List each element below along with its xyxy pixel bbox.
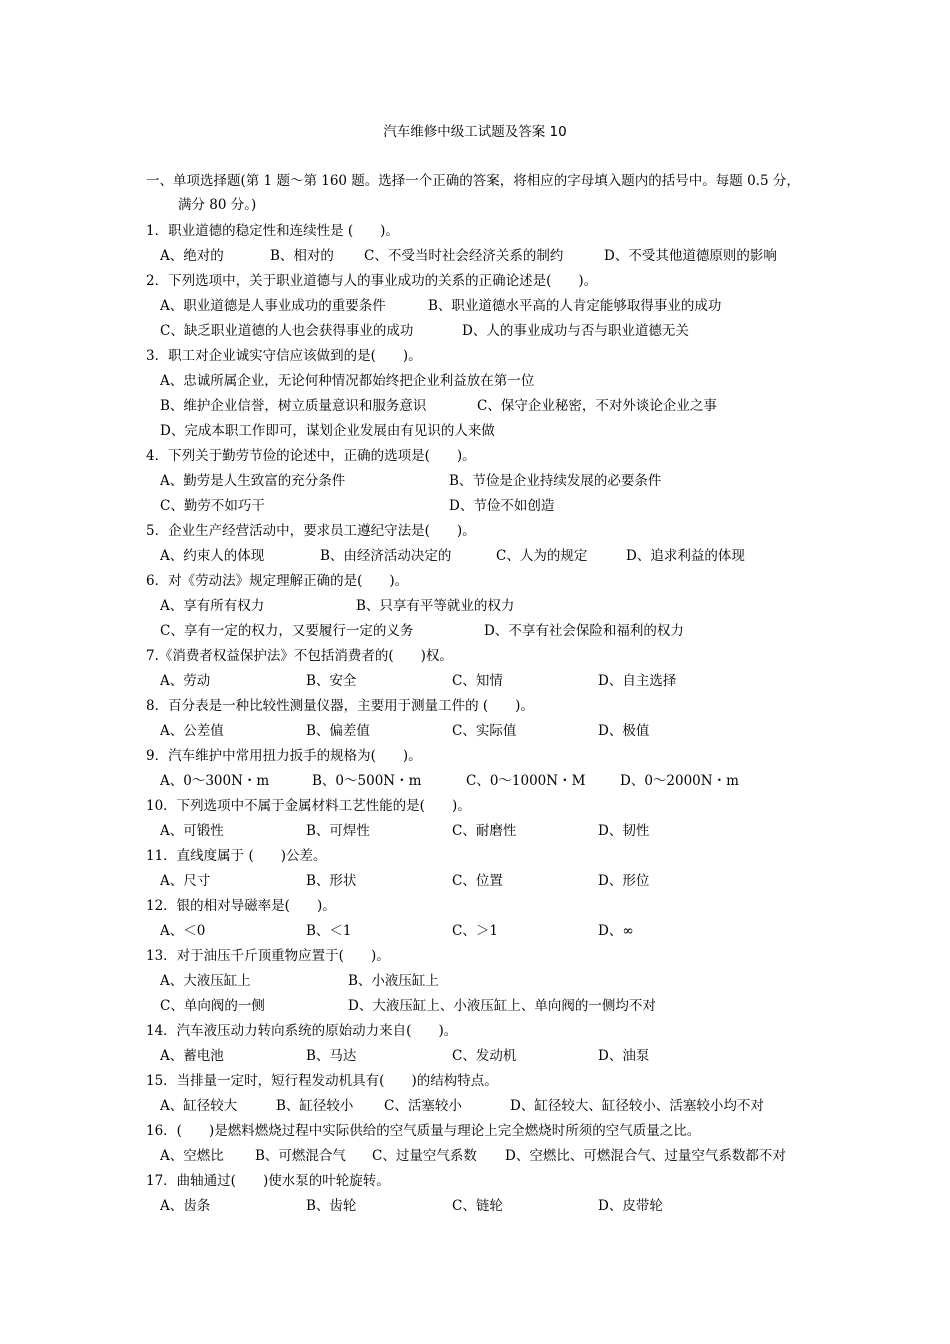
option-row (0, 370, 950, 392)
option-row (0, 295, 950, 317)
option-row (0, 820, 950, 842)
answer-option: C、知情 (452, 673, 503, 689)
question-stem: 3．职工对企业诚实守信应该做到的是( )。 (146, 348, 422, 364)
answer-option: B、可焊性 (306, 823, 370, 839)
answer-option: B、形状 (306, 873, 357, 889)
answer-option: D、大液压缸上、小液压缸上、单向阀的一侧均不对 (348, 998, 656, 1014)
answer-option: A、劳动 (160, 673, 211, 689)
option-row (0, 1145, 950, 1167)
option-row (0, 770, 950, 792)
answer-option: A、公差值 (160, 723, 224, 739)
option-row (0, 620, 950, 642)
answer-option: B、齿轮 (306, 1198, 357, 1214)
answer-option: C、单向阀的一侧 (160, 998, 265, 1014)
answer-option: D、油泵 (598, 1048, 650, 1064)
section-instruction-line-1: 一、单项选择题(第 1 题～第 160 题。选择一个正确的答案，将相应的字母填入题内的括号中。每题 0.5 分， (146, 173, 800, 189)
option-row (0, 470, 950, 492)
answer-option: C、活塞较小 (384, 1098, 462, 1114)
answer-option: C、人为的规定 (496, 548, 588, 564)
option-row (0, 670, 950, 692)
option-row (0, 870, 950, 892)
answer-option: B、由经济活动决定的 (320, 548, 452, 564)
document-title: 汽车维修中级工试题及答案 10 (383, 124, 567, 140)
answer-option: B、维护企业信誉，树立质量意识和服务意识 (160, 398, 427, 414)
answer-option: D、追求利益的体现 (626, 548, 745, 564)
answer-option: C、过量空气系数 (372, 1148, 477, 1164)
question-stem: 14．汽车液压动力转向系统的原始动力来自( )。 (146, 1023, 458, 1039)
answer-option: D、形位 (598, 873, 650, 889)
answer-option: A、蓄电池 (160, 1048, 224, 1064)
answer-option: A、大液压缸上 (160, 973, 251, 989)
answer-option: A、空燃比 (160, 1148, 224, 1164)
answer-option: B、偏差值 (306, 723, 370, 739)
answer-option: B、职业道德水平高的人肯定能够取得事业的成功 (428, 298, 722, 314)
option-row (0, 1045, 950, 1067)
section-instruction-line-2: 满分 80 分。) (178, 197, 257, 213)
answer-option: C、耐磨性 (452, 823, 517, 839)
question-stem: 8．百分表是一种比较性测量仪器，主要用于测量工件的 ( )。 (146, 698, 534, 714)
option-row (0, 920, 950, 942)
question-stem: 4．下列关于勤劳节俭的论述中，正确的选项是( )。 (146, 448, 476, 464)
answer-option: B、马达 (306, 1048, 357, 1064)
answer-option: A、0～300N・m (160, 773, 270, 789)
question-stem: 1．职业道德的稳定性和连续性是 ( )。 (146, 223, 399, 239)
option-row (0, 1095, 950, 1117)
question-stem: 13．对于油压千斤顶重物应置于( )。 (146, 948, 390, 964)
answer-option: D、完成本职工作即可，谋划企业发展由有见识的人来做 (160, 423, 495, 439)
answer-option: A、享有所有权力 (160, 598, 265, 614)
question-stem: 17．曲轴通过( )使水泵的叶轮旋转。 (146, 1173, 390, 1189)
answer-option: B、相对的 (270, 248, 334, 264)
answer-option: C、链轮 (452, 1198, 503, 1214)
option-row (0, 545, 950, 567)
answer-option: C、勤劳不如巧干 (160, 498, 265, 514)
answer-option: A、尺寸 (160, 873, 211, 889)
answer-option: B、缸径较小 (276, 1098, 354, 1114)
answer-option: A、可锻性 (160, 823, 224, 839)
answer-option: B、＜1 (306, 923, 352, 939)
question-stem: 12．银的相对导磁率是( )。 (146, 898, 336, 914)
question-stem: 15．当排量一定时，短行程发动机具有( )的结构特点。 (146, 1073, 498, 1089)
answer-option: D、人的事业成功与否与职业道德无关 (462, 323, 689, 339)
answer-option: C、0～1000N・M (466, 773, 586, 789)
question-stem: 7.《消费者权益保护法》不包括消费者的( )权。 (146, 648, 453, 664)
answer-option: A、职业道德是人事业成功的重要条件 (160, 298, 386, 314)
question-stem: 10．下列选项中不属于金属材料工艺性能的是( )。 (146, 798, 471, 814)
option-row (0, 1195, 950, 1217)
question-stem: 2．下列选项中，关于职业道德与人的事业成功的关系的正确论述是( )。 (146, 273, 598, 289)
answer-option: C、位置 (452, 873, 503, 889)
option-row (0, 245, 950, 267)
option-row (0, 495, 950, 517)
answer-option: C、＞1 (452, 923, 498, 939)
answer-option: D、空燃比、可燃混合气、过量空气系数都不对 (505, 1148, 786, 1164)
question-stem: 5．企业生产经营活动中，要求员工遵纪守法是( )。 (146, 523, 476, 539)
answer-option: D、∞ (598, 923, 634, 939)
answer-option: D、韧性 (598, 823, 650, 839)
answer-option: C、缺乏职业道德的人也会获得事业的成功 (160, 323, 414, 339)
answer-option: C、保守企业秘密，不对外谈论企业之事 (477, 398, 717, 414)
answer-option: A、＜0 (160, 923, 206, 939)
question-stem: 9．汽车维护中常用扭力扳手的规格为( )。 (146, 748, 422, 764)
answer-option: D、不享有社会保险和福利的权力 (484, 623, 684, 639)
question-stem: 6．对《劳动法》规定理解正确的是( )。 (146, 573, 409, 589)
answer-option: A、勤劳是人生致富的充分条件 (160, 473, 346, 489)
option-row (0, 595, 950, 617)
answer-option: C、实际值 (452, 723, 517, 739)
question-stem: 11．直线度属于 ( )公差。 (146, 848, 327, 864)
answer-option: D、不受其他道德原则的影响 (604, 248, 777, 264)
answer-option: D、极值 (598, 723, 650, 739)
answer-option: D、皮带轮 (598, 1198, 663, 1214)
answer-option: D、节俭不如创造 (449, 498, 555, 514)
option-row (0, 420, 950, 442)
answer-option: B、安全 (306, 673, 357, 689)
answer-option: C、享有一定的权力，又要履行一定的义务 (160, 623, 414, 639)
answer-option: D、缸径较大、缸径较小、活塞较小均不对 (510, 1098, 764, 1114)
option-row (0, 395, 950, 417)
answer-option: D、0～2000N・m (620, 773, 739, 789)
answer-option: C、不受当时社会经济关系的制约 (364, 248, 564, 264)
answer-option: B、只享有平等就业的权力 (356, 598, 515, 614)
option-row (0, 995, 950, 1017)
answer-option: A、齿条 (160, 1198, 211, 1214)
answer-option: B、可燃混合气 (255, 1148, 346, 1164)
answer-option: A、忠诚所属企业，无论何种情况都始终把企业利益放在第一位 (160, 373, 535, 389)
answer-option: C、发动机 (452, 1048, 517, 1064)
question-stem: 16．( )是燃料燃烧过程中实际供给的空气质量与理论上完全燃烧时所须的空气质量之比。 (146, 1123, 701, 1139)
option-row (0, 720, 950, 742)
option-row (0, 970, 950, 992)
answer-option: B、0～500N・m (312, 773, 422, 789)
option-row (0, 320, 950, 342)
answer-option: A、约束人的体现 (160, 548, 265, 564)
answer-option: B、节俭是企业持续发展的必要条件 (449, 473, 662, 489)
answer-option: A、缸径较大 (160, 1098, 238, 1114)
answer-option: D、自主选择 (598, 673, 677, 689)
answer-option: B、小液压缸上 (348, 973, 439, 989)
answer-option: A、绝对的 (160, 248, 224, 264)
